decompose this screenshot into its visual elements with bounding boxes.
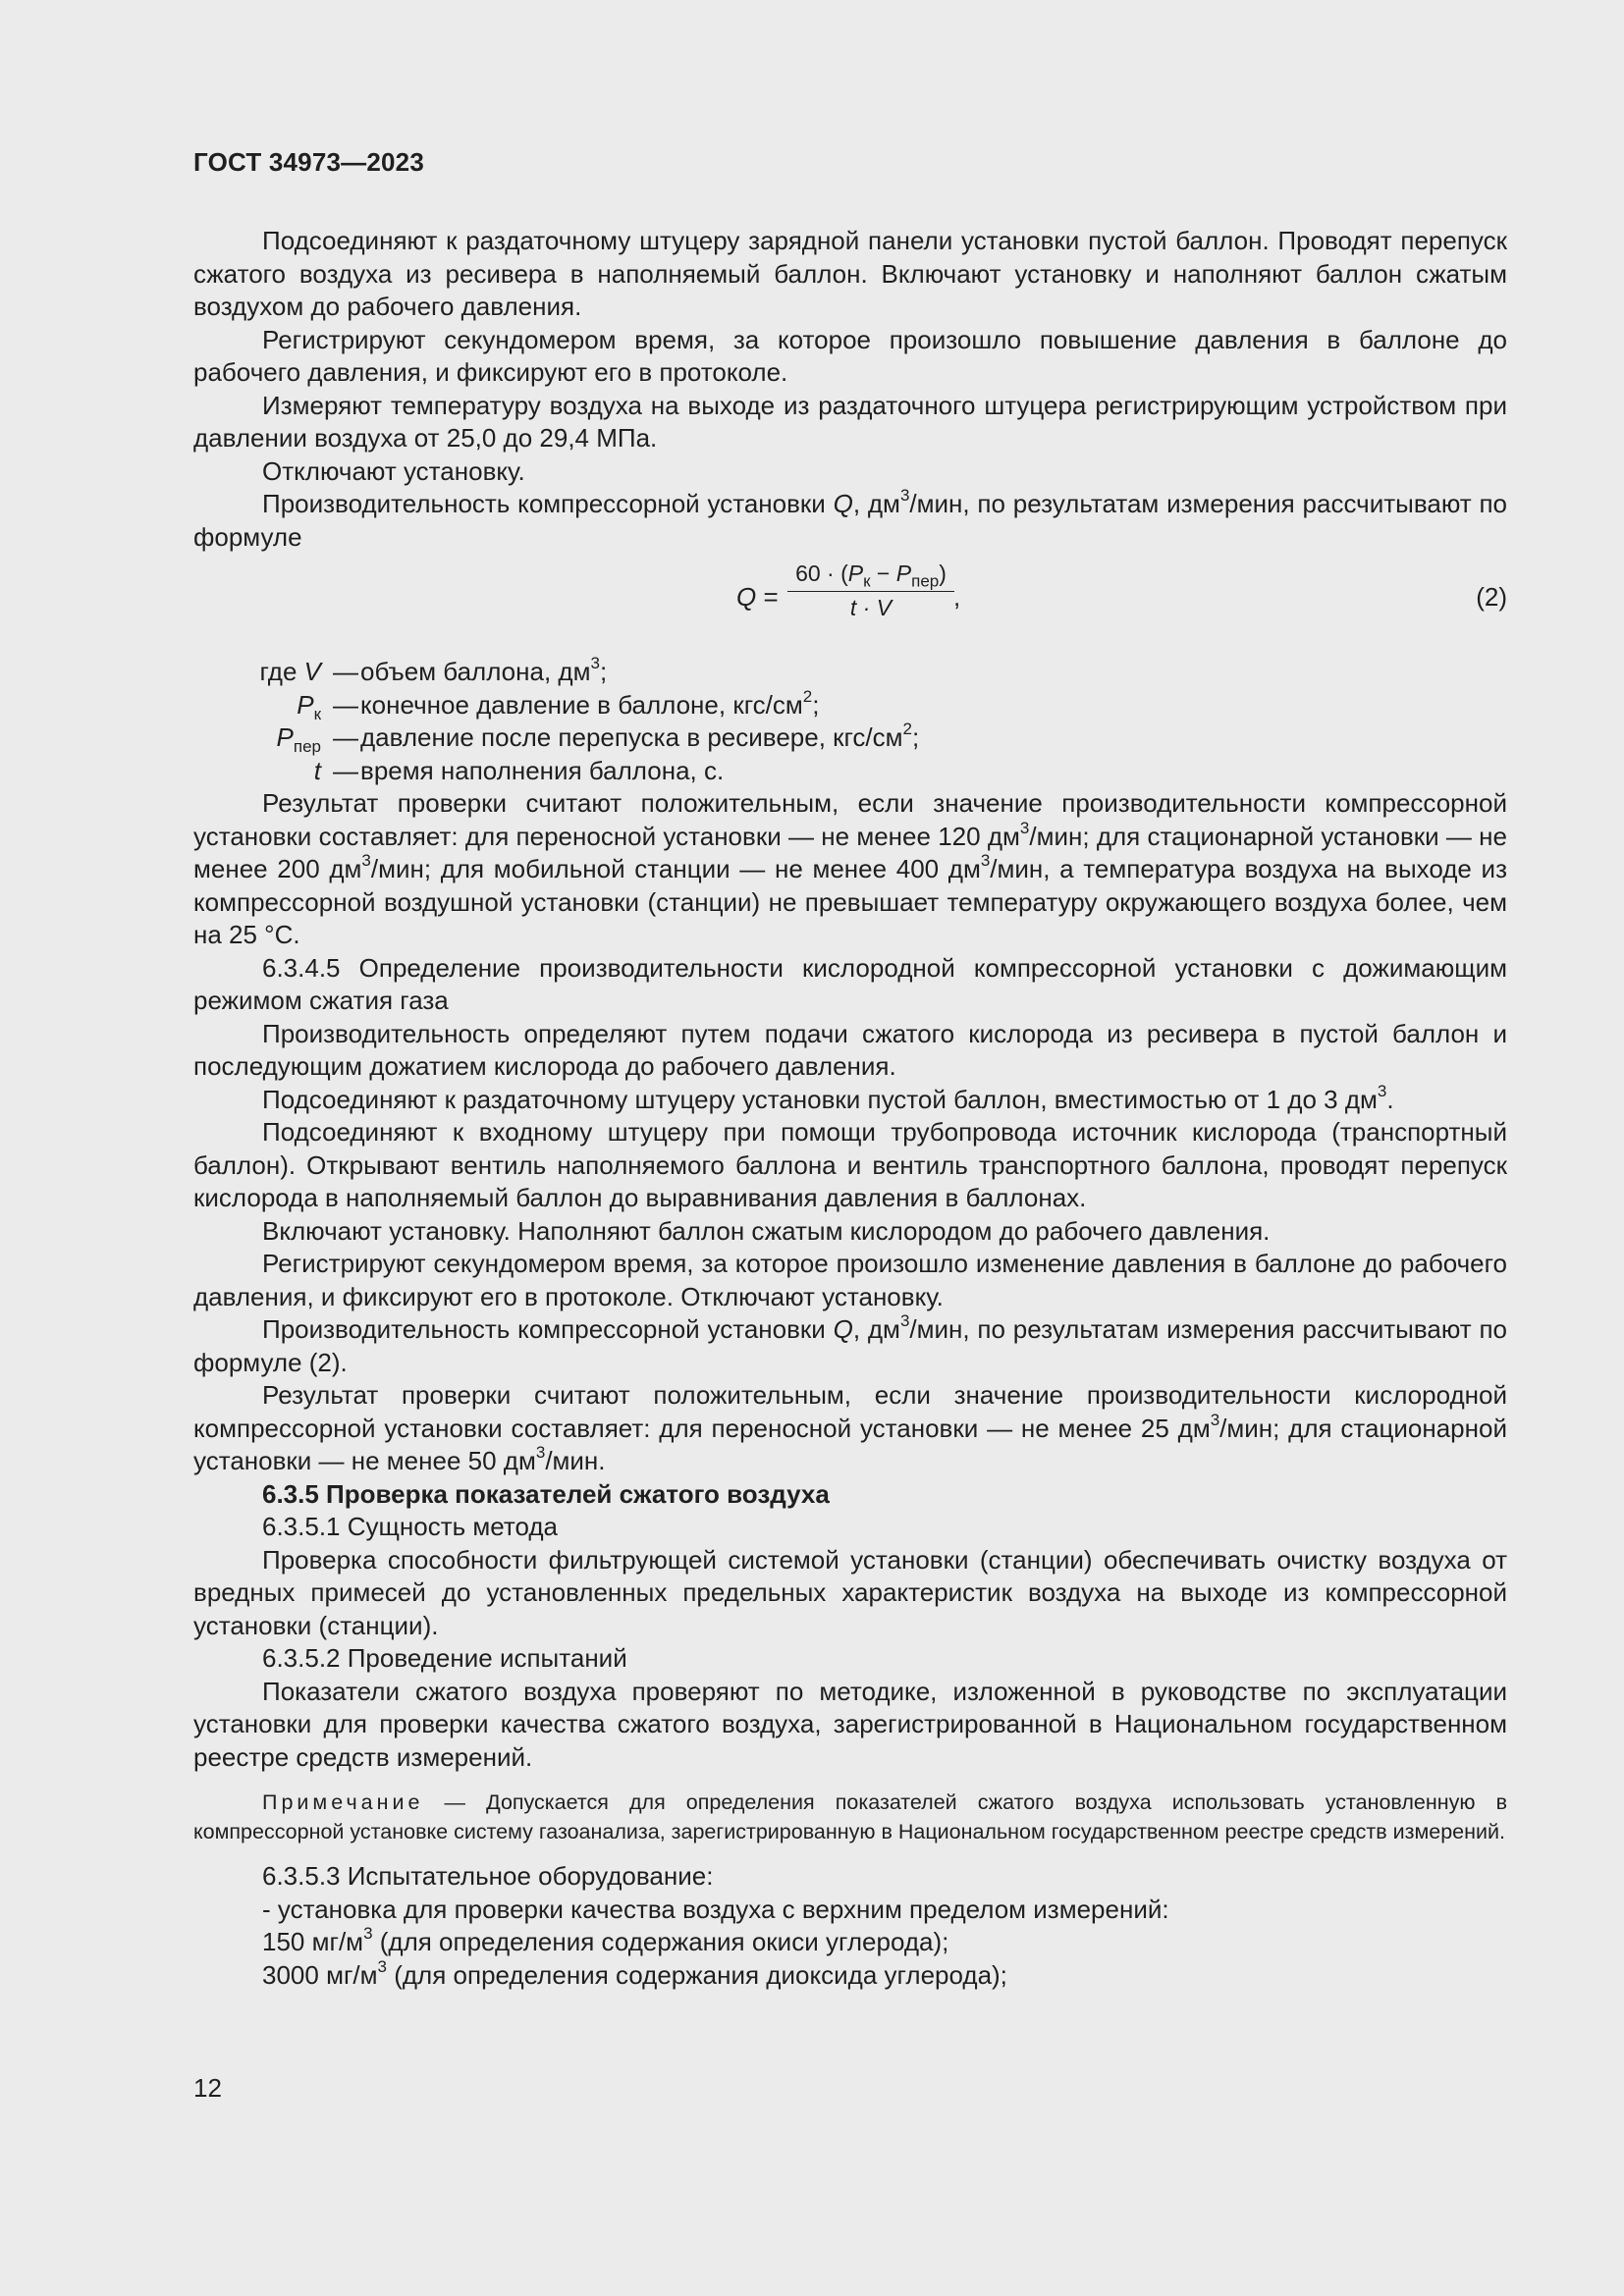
where-item: t — время наполнения баллона, с. bbox=[313, 755, 725, 785]
where-item: где V — объем баллона, $дм^3$; bbox=[259, 654, 608, 686]
paragraph: Производительность компрессорной установки Q, $дм^3$/мин, по результатам измерения рассчитывают по формуле (2). bbox=[193, 1311, 1507, 1377]
paragraph: Включают установку. Наполняют баллон сжатым кислородом до рабочего давления. bbox=[262, 1215, 1271, 1246]
formula-number: (2) bbox=[1476, 582, 1507, 612]
paragraph: Отключают установку. bbox=[262, 455, 525, 486]
paragraph: Производительность определяют путем подачи сжатого кислорода из ресивера в пустой баллон и последующим дожатием кислорода до рабочего давления. bbox=[193, 1018, 1507, 1081]
formula-numerator: $60 \cdot (P_к - P_{пер})$ bbox=[787, 558, 954, 592]
page-number: 12 bbox=[193, 2073, 222, 2103]
where-item: $P_к$ — конечное давление в баллоне, кгс/$см^2$; bbox=[297, 686, 820, 723]
formula-lhs: Q = bbox=[736, 582, 779, 612]
paragraph: Проверка способности фильтрующей системой установки (станции) обеспечивать очистку воздуха от вредных примесей до установленных предельных характеристик воздуха на выходе из компрессорной установки (станции). bbox=[193, 1544, 1507, 1640]
list-item: 3000 $мг/м^3$ (для определения содержания диоксида углерода); bbox=[262, 1956, 1007, 1990]
where-list bbox=[193, 656, 1507, 787]
paragraph: Измеряют температуру воздуха на выходе из раздаточного штуцера регистрирующим устройством при давлении воздуха от 25,0 до 29,4 МПа. bbox=[193, 390, 1507, 453]
subsection-heading: 6.3.5.1 Сущность метода bbox=[262, 1512, 559, 1541]
document-header: ГОСТ 34973—2023 bbox=[193, 147, 424, 177]
section-heading: 6.3.5 Проверка показателей сжатого воздуха bbox=[262, 1478, 830, 1509]
paragraph: Подсоединяют к раздаточному штуцеру установки пустой баллон, вместимостью от 1 до 3 $дм^3$. bbox=[262, 1081, 1394, 1114]
note: Примечание — Допускается для определения показателей сжатого воздуха использовать установленную в компрессорной установке систему газоанализа, зарегистрированную в Национальном государственном реестре средств измерений. bbox=[193, 1790, 1507, 1843]
paragraph: Подсоединяют к входному штуцеру при помощи трубопровода источник кислорода (транспортный баллон). Открывают вентиль наполняемого баллона и вентиль транспортного баллона, проводят перепуск кислорода в наполняемый баллон до выравнивания давления в баллонах. bbox=[193, 1117, 1507, 1212]
list-item: - установка для проверки качества воздуха с верхним пределом измерений: bbox=[262, 1894, 1169, 1924]
subsection-heading: 6.3.5.3 Испытательное оборудование: bbox=[262, 1861, 714, 1891]
formula-2: Q = $60 \cdot (P_к - P_{пер})$ t · V , (2) bbox=[193, 558, 1507, 642]
paragraph: Подсоединяют к раздаточному штуцеру зарядной панели установки пустой баллон. Проводят перепуск сжатого воздуха из ресивера в наполняемый баллон. Включают установку и наполняют баллон сжатым воздухом до рабочего давления. bbox=[193, 226, 1507, 321]
subsection-heading: 6.3.5.2 Проведение испытаний bbox=[262, 1643, 627, 1673]
where-item: $P_{пер}$ — давление после перепуска в ресивере, кгс/$см^2$; bbox=[276, 720, 920, 757]
paragraph: Производительность компрессорной установки Q, $дм^3$/мин, по результатам измерения рассчитывают по формуле bbox=[193, 486, 1507, 552]
paragraph: Результат проверки считают положительным, если значение производительности компрессорной установки составляет: для переносной установки — не менее 120 $дм^3$/мин; для стационарной установки — не менее 200 $дм^3$/мин; для мобильной станции — не менее 400 $дм^3$/мин, а температура воздуха на выходе из компрессорной воздушной установки (станции) не превышает температуру окружающего воздуха более, чем на 25 °С. bbox=[193, 788, 1508, 949]
document-body bbox=[193, 225, 1507, 1992]
formula-fraction bbox=[787, 558, 954, 623]
paragraph: Регистрируют секундомером время, за которое произошло изменение давления в баллоне до рабочего давления, и фиксируют его в протоколе. Отключают установку. bbox=[193, 1249, 1507, 1311]
list-item: 150 $мг/м^3$ (для определения содержания окиси углерода); bbox=[262, 1924, 949, 1956]
paragraph: Регистрируют секундомером время, за которое произошло повышение давления в баллоне до рабочего давления, и фиксируют его в протоколе. bbox=[193, 324, 1507, 387]
note-label: Примечание bbox=[262, 1790, 424, 1814]
formula-denominator: t · V bbox=[849, 595, 893, 620]
paragraph: Результат проверки считают положительным, если значение производительности кислородной компрессорной установки составляет: для переносной установки — не менее 25 $дм^3$/мин; для стационарной установки — не менее 50 $дм^3$/мин. bbox=[193, 1380, 1507, 1475]
paragraph: Показатели сжатого воздуха проверяют по методике, изложенной в руководстве по эксплуатации установки для проверки качества сжатого воздуха, зарегистрированной в Национальном государственном реестре средств измерений. bbox=[193, 1676, 1507, 1772]
section-heading: 6.3.4.5 Определение производительности кислородной компрессорной установки с дожимающим режимом сжатия газа bbox=[193, 952, 1507, 1015]
